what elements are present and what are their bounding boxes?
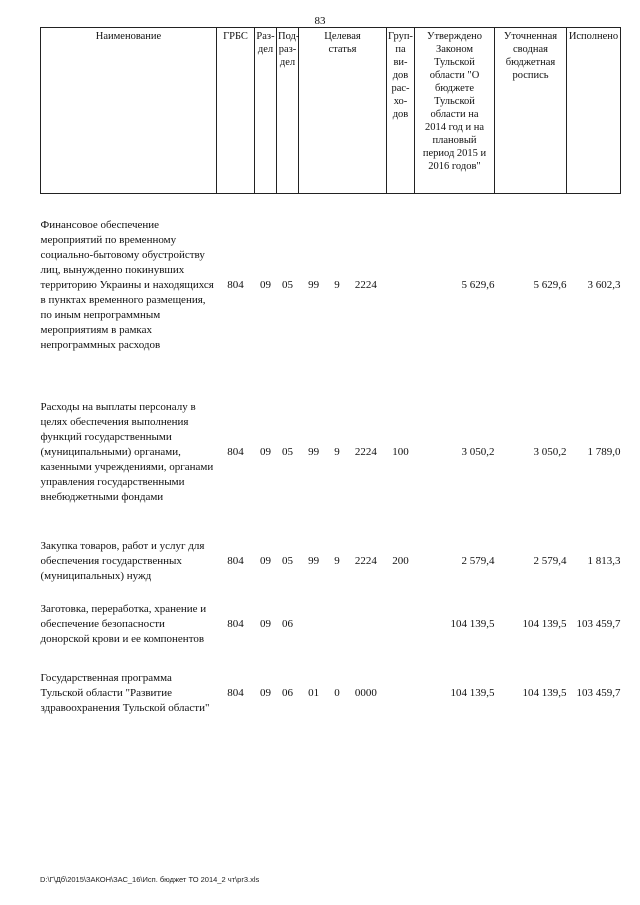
- file-path-footer: D:\Г\Дб\2015\ЗАКОН\ЗАС_16\Исп. бюджет ТО 2014_2 чт\pr3.xls: [40, 875, 260, 884]
- budget-table: [40, 27, 621, 731]
- row-executed: 103 459,7: [576, 686, 621, 699]
- row-grbs: 804: [227, 278, 244, 291]
- row-subsection: 05: [282, 278, 293, 291]
- header-name: Наименование: [41, 28, 217, 194]
- row-executed: 103 459,7: [576, 618, 621, 630]
- row-grbs: 804: [227, 618, 244, 630]
- target-subprogram: 9: [334, 554, 340, 567]
- row-grbs: 804: [227, 554, 244, 567]
- row-subsection: 06: [282, 686, 293, 699]
- header-executed: Исполнено: [567, 28, 621, 194]
- row-approved: 104 139,5: [450, 686, 495, 699]
- header-expense-group: Груп- па ви- дов рас- хо- дов: [387, 28, 415, 194]
- header-target-article: Целевая статья: [299, 28, 387, 194]
- row-approved: 3 050,2: [461, 446, 495, 458]
- row-target-article: [299, 656, 387, 731]
- row-executed: 3 602,3: [587, 278, 621, 291]
- target-direction: 0000: [354, 686, 377, 699]
- target-program: 99: [308, 278, 320, 291]
- row-name: Государственная программа Тульской области "Развитие здравоохранения Тульской области": [40, 671, 210, 714]
- row-executed: 1 789,0: [587, 446, 621, 458]
- row-target-article: [299, 594, 387, 656]
- row-section: 09: [260, 278, 271, 291]
- row-section: 09: [260, 618, 271, 630]
- row-section: 09: [260, 686, 271, 699]
- target-direction: 2224: [354, 278, 377, 291]
- row-subsection: 05: [282, 554, 293, 567]
- row-name: Заготовка, переработка, хранение и обеспечение безопасности донорской крови и ее компонентов: [40, 603, 207, 645]
- table-row: [41, 594, 621, 656]
- row-revised: 2 579,4: [533, 554, 567, 567]
- row-revised: 5 629,6: [533, 278, 567, 291]
- row-expense-group: [387, 194, 415, 377]
- row-target-article: [299, 377, 387, 529]
- row-expense-group: 100: [392, 446, 409, 458]
- row-grbs: 804: [227, 686, 244, 699]
- table-row: [41, 194, 621, 377]
- row-name: Закупка товаров, работ и услуг для обеспечения государственных (муниципальных) нужд: [40, 539, 205, 582]
- target-direction: 2224: [354, 554, 377, 567]
- row-revised: 3 050,2: [533, 446, 567, 458]
- row-approved: 104 139,5: [450, 618, 495, 630]
- row-revised: 104 139,5: [522, 686, 567, 699]
- target-program: 99: [308, 446, 320, 458]
- table-row: [41, 529, 621, 594]
- row-name: Расходы на выплаты персоналу в целях обеспечения выполнения функций государственными (муниципальными) органами, казенными учреждениями, органами управления государственными внебюджетными фондами: [40, 401, 214, 503]
- target-subprogram: 0: [334, 686, 340, 699]
- header-revised: Уточненная сводная бюджетная роспись: [495, 28, 567, 194]
- row-expense-group: 200: [392, 554, 409, 567]
- row-approved: 5 629,6: [461, 278, 495, 291]
- row-approved: 2 579,4: [461, 554, 495, 567]
- target-program: 99: [308, 554, 320, 567]
- row-name: Финансовое обеспечение мероприятий по временному социально-бытовому обустройству лиц, вынужденно покинувших территорию Украины и находящихся в пунктах временного размещения, по иным непрограммным мероприятиям в рамках непрограммных расходов: [40, 218, 214, 351]
- row-revised: 104 139,5: [522, 618, 567, 630]
- target-program: 01: [308, 686, 320, 699]
- target-direction: 2224: [354, 446, 377, 458]
- row-expense-group: [387, 656, 415, 731]
- header-subsection: Под- раз- дел: [277, 28, 299, 194]
- row-section: 09: [260, 446, 271, 458]
- row-target-article: [299, 529, 387, 594]
- table-row: [41, 656, 621, 731]
- target-subprogram: 9: [334, 278, 340, 291]
- header-grbs: ГРБС: [217, 28, 255, 194]
- row-executed: 1 813,3: [587, 554, 621, 567]
- header-approved: Утверждено Законом Тульской области "О бюджете Тульской области на 2014 год и на плановый период 2015 и 2016 годов": [415, 28, 495, 194]
- row-subsection: 05: [282, 446, 293, 458]
- header-section: Раз- дел: [255, 28, 277, 194]
- row-target-article: [299, 194, 387, 377]
- row-grbs: 804: [227, 446, 244, 458]
- row-subsection: 06: [282, 618, 293, 630]
- row-section: 09: [260, 554, 271, 567]
- page-number: 83: [314, 15, 326, 27]
- row-expense-group: [387, 594, 415, 656]
- target-subprogram: 9: [334, 446, 340, 458]
- header-row: [41, 28, 621, 194]
- table-row: [41, 377, 621, 529]
